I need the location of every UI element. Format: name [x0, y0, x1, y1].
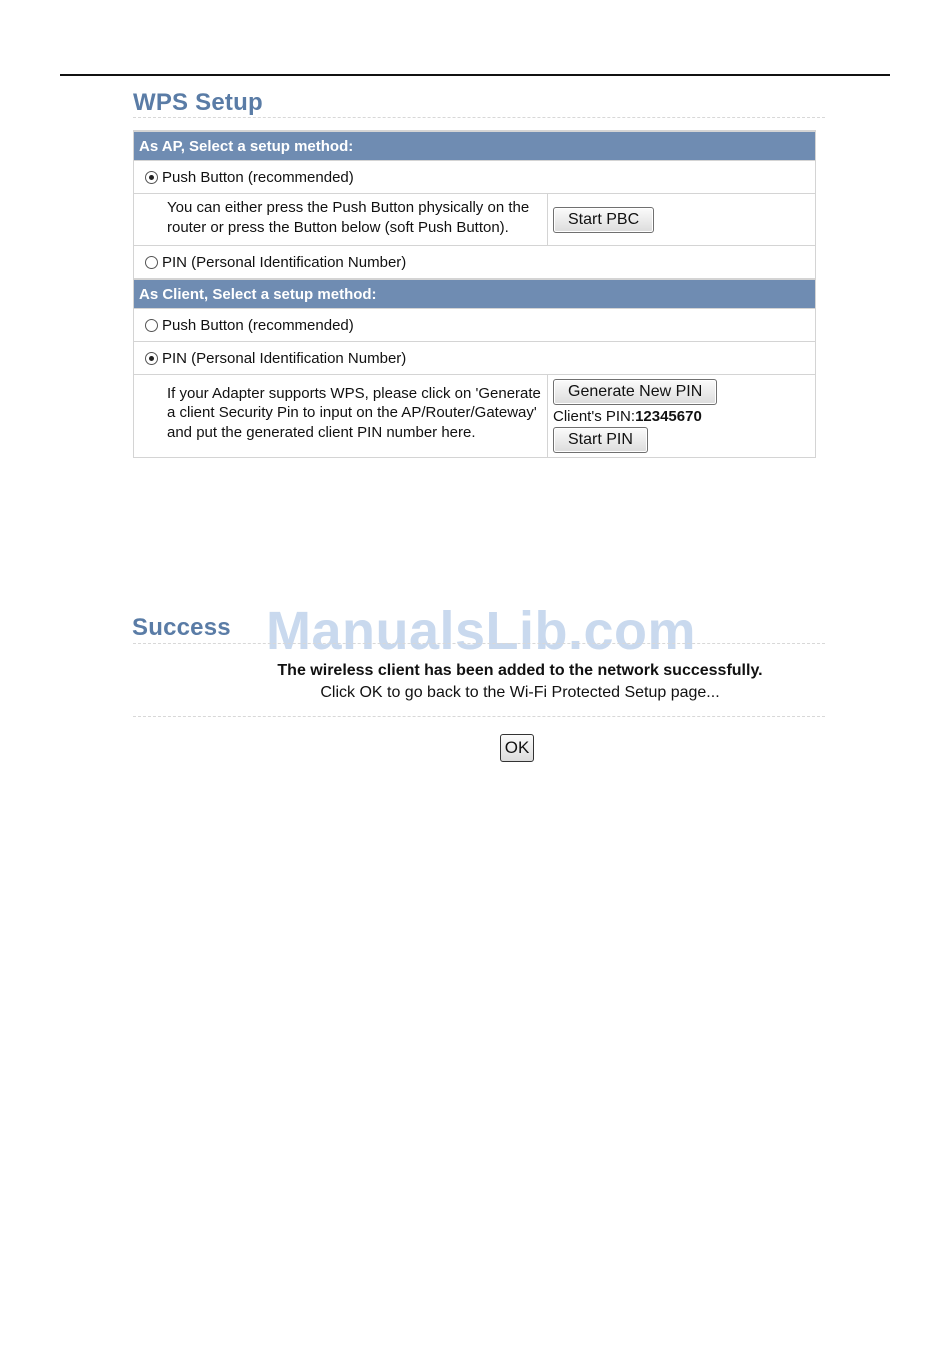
- wps-setup-table: [133, 130, 816, 458]
- client-push-radio[interactable]: [145, 319, 158, 332]
- title-divider: [133, 117, 825, 118]
- ap-push-description: You can either press the Push Button physically on the router or press the Button below (soft Push Button).: [134, 194, 548, 246]
- success-title: Success: [132, 614, 231, 641]
- ap-pin-label: PIN (Personal Identification Number): [162, 253, 407, 271]
- client-pin-value: 12345670: [635, 408, 702, 425]
- success-message: The wireless client has been added to the network successfully.: [277, 662, 763, 679]
- client-pin-line: [553, 408, 811, 425]
- manualslib-watermark: ManualsLib.com: [266, 601, 697, 661]
- success-top-divider: [133, 643, 825, 644]
- client-section-header: As Client, Select a setup method:: [134, 279, 816, 309]
- start-pbc-button[interactable]: Start PBC: [553, 207, 654, 233]
- success-submessage: Click OK to go back to the Wi-Fi Protected Setup page...: [320, 684, 720, 701]
- client-pin-action-cell: [548, 375, 816, 458]
- client-pin-radio[interactable]: [145, 352, 158, 365]
- client-pin-prefix: Client's PIN:: [553, 408, 636, 425]
- ap-push-button-option[interactable]: [134, 161, 816, 194]
- ap-pin-option[interactable]: [134, 246, 816, 280]
- success-bottom-divider: [133, 716, 825, 717]
- client-pin-description: If your Adapter supports WPS, please click on 'Generate a client Security Pin to input on the AP/Router/Gateway' and put the generated client PIN number here.: [134, 375, 548, 458]
- ap-push-action-cell: [548, 194, 816, 246]
- client-push-button-option[interactable]: [134, 309, 816, 342]
- wps-setup-title: WPS Setup: [133, 89, 263, 116]
- start-pin-button[interactable]: Start PIN: [553, 427, 648, 453]
- generate-new-pin-button[interactable]: Generate New PIN: [553, 379, 717, 405]
- ap-push-radio[interactable]: [145, 171, 158, 184]
- ap-push-label: Push Button (recommended): [162, 168, 354, 186]
- page-top-rule: [60, 74, 890, 76]
- client-push-label: Push Button (recommended): [162, 316, 354, 334]
- ap-pin-radio[interactable]: [145, 256, 158, 269]
- client-pin-label: PIN (Personal Identification Number): [162, 349, 407, 367]
- ap-section-header: As AP, Select a setup method:: [134, 131, 816, 161]
- ok-button[interactable]: OK: [500, 734, 534, 762]
- client-pin-option[interactable]: [134, 342, 816, 375]
